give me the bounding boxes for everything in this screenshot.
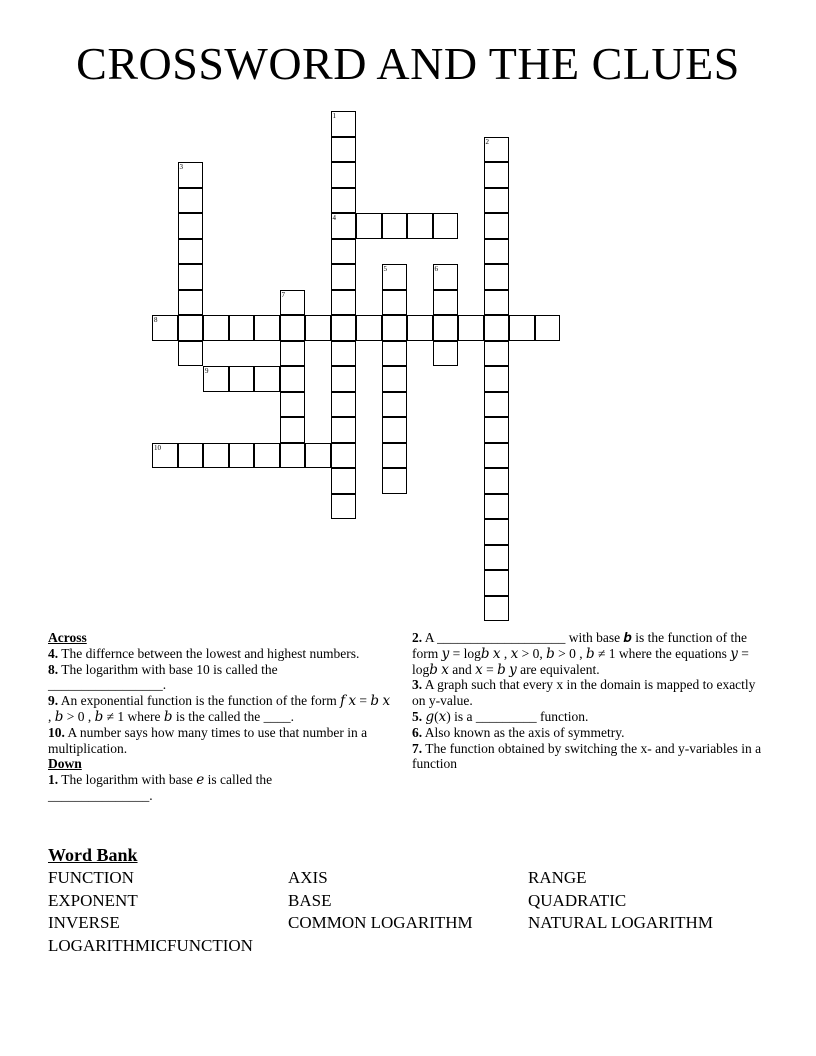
clue-number: 2 [485, 137, 489, 146]
clue-across-4: 4. The differnce between the lowest and highest numbers. [48, 645, 360, 661]
crossword-cell[interactable] [331, 417, 357, 443]
crossword-cell[interactable] [254, 443, 280, 469]
word-bank-heading: Word Bank [48, 845, 138, 865]
crossword-cell[interactable] [484, 570, 510, 596]
crossword-cell[interactable] [382, 417, 408, 443]
crossword-cell[interactable] [509, 315, 535, 341]
crossword-cell[interactable] [305, 315, 331, 341]
clue-down-6: 6. Also known as the axis of symmetry. [412, 724, 625, 740]
crossword-cell[interactable] [331, 494, 357, 520]
word-bank-item: BASE [288, 890, 332, 910]
crossword-cell[interactable] [280, 315, 306, 341]
crossword-cell[interactable] [382, 213, 408, 239]
word-bank-item: INVERSE [48, 913, 120, 932]
crossword-cell[interactable] [484, 417, 510, 443]
clue-down-3: 3. A graph such that every x in the domain is mapped to exactly on y-value. [412, 677, 756, 709]
crossword-cell[interactable] [331, 443, 357, 469]
crossword-cell[interactable] [356, 315, 382, 341]
word-bank-item: AXIS [288, 868, 328, 887]
crossword-cell[interactable] [484, 545, 510, 571]
crossword-cell[interactable] [178, 315, 204, 341]
clue-across-8: 8. The logarithm with base 10 is called the _________________. [48, 661, 278, 693]
across-heading: Across [48, 630, 87, 645]
crossword-cell[interactable] [433, 213, 459, 239]
crossword-cell[interactable] [331, 315, 357, 341]
crossword-cell[interactable] [331, 162, 357, 188]
crossword-cell[interactable] [484, 239, 510, 265]
clue-down-5: 5. 𝑔(𝑥) is a _________ function. [412, 708, 589, 724]
clue-across-9: 9. An exponential function is the function of the form 𝑓 𝑥 = 𝑏 𝑥 , 𝑏 > 0 , 𝑏 ≠ 1 where 𝑏 is the called the ____. [48, 693, 391, 724]
crossword-cell[interactable] [178, 341, 204, 367]
crossword-cell[interactable] [280, 366, 306, 392]
crossword-cell[interactable] [331, 341, 357, 367]
clue-number: 3 [179, 163, 183, 171]
word-bank [48, 867, 788, 957]
word-bank-item: LOGARITHMICFUNCTION [48, 935, 253, 955]
word-bank-item: RANGE [528, 868, 587, 887]
clue-number: 6 [434, 265, 438, 273]
clue-number: 7 [281, 290, 285, 299]
crossword-cell[interactable] [484, 213, 510, 239]
crossword-cell[interactable] [203, 443, 229, 469]
word-bank-item: QUADRATIC [528, 890, 627, 910]
crossword-cell[interactable] [331, 137, 357, 163]
crossword-cell[interactable] [484, 366, 510, 392]
crossword-cell[interactable] [280, 443, 306, 469]
crossword-cell[interactable] [458, 315, 484, 341]
crossword-cell[interactable] [484, 315, 510, 341]
crossword-cell[interactable] [484, 290, 510, 316]
word-bank-item: EXPONENT [48, 890, 138, 910]
crossword-cell[interactable] [331, 366, 357, 392]
crossword-cell[interactable] [484, 264, 510, 290]
crossword-cell[interactable] [178, 213, 204, 239]
crossword-cell[interactable] [433, 315, 459, 341]
crossword-cell[interactable] [407, 213, 433, 239]
crossword-cell[interactable] [254, 315, 280, 341]
crossword-cell[interactable] [484, 443, 510, 469]
crossword-cell[interactable] [484, 596, 510, 622]
crossword-cell[interactable] [382, 290, 408, 316]
crossword-cell[interactable] [254, 366, 280, 392]
crossword-cell[interactable] [433, 341, 459, 367]
clue-number: 10 [154, 443, 161, 452]
down-heading: Down [48, 756, 82, 772]
word-bank-item: COMMON LOGARITHM [288, 913, 473, 932]
crossword-cell[interactable] [178, 239, 204, 265]
crossword-cell[interactable] [331, 239, 357, 265]
crossword-cell[interactable] [280, 341, 306, 367]
crossword-cell[interactable] [229, 443, 255, 469]
word-bank-item: FUNCTION [48, 868, 134, 887]
crossword-cell[interactable] [382, 341, 408, 367]
crossword-cell[interactable] [178, 188, 204, 214]
clue-down-2: 2. A ___________________ with base 𝒃 is the function of the form 𝑦 = log𝑏 𝑥 , 𝑥 > 0, 𝑏 > 0 , 𝑏 ≠ 1 where the equations 𝑦 = log𝑏 𝑥 and 𝑥 = 𝑏 𝑦 are equivalent. [412, 630, 749, 677]
crossword-cell[interactable] [535, 315, 561, 341]
clue-down-1: 1. The logarithm with base 𝑒 is called the _______________. [48, 772, 273, 803]
page-title: CROSSWORD AND THE CLUES [76, 38, 740, 89]
crossword-cell[interactable] [433, 290, 459, 316]
crossword-cell[interactable] [229, 366, 255, 392]
crossword-cell[interactable] [484, 341, 510, 367]
crossword-cell[interactable] [331, 392, 357, 418]
crossword-cell[interactable] [382, 468, 408, 494]
clue-number: 5 [383, 265, 387, 273]
crossword-cell[interactable] [229, 315, 255, 341]
crossword-cell[interactable] [178, 443, 204, 469]
crossword-cell[interactable] [484, 494, 510, 520]
word-bank-item: NATURAL LOGARITHM [528, 913, 713, 932]
crossword-cell[interactable] [356, 213, 382, 239]
crossword-cell[interactable] [331, 264, 357, 290]
crossword-cell[interactable] [382, 315, 408, 341]
crossword-cell[interactable] [484, 188, 510, 214]
crossword-cell[interactable] [203, 315, 229, 341]
clues-right-column [412, 630, 762, 772]
clues-left-column [48, 630, 396, 804]
clue-number: 8 [154, 316, 158, 324]
clue-number: 4 [332, 214, 336, 222]
crossword-cell[interactable] [331, 468, 357, 494]
crossword-cell[interactable] [305, 443, 331, 469]
crossword-cell[interactable] [178, 264, 204, 290]
clue-number: 9 [205, 367, 209, 375]
crossword-cell[interactable] [407, 315, 433, 341]
clue-down-7: 7. The function obtained by switching the x- and y-variables in a function [412, 740, 762, 772]
crossword-cell[interactable] [280, 417, 306, 443]
crossword-cell[interactable] [382, 443, 408, 469]
crossword-cell[interactable] [484, 392, 510, 418]
crossword-cell[interactable] [382, 366, 408, 392]
crossword-cell[interactable] [484, 468, 510, 494]
crossword-cell[interactable] [382, 392, 408, 418]
crossword-cell[interactable] [331, 290, 357, 316]
clue-across-10: 10. A number says how many times to use that number in a multiplication. [48, 724, 368, 756]
crossword-cell[interactable] [178, 290, 204, 316]
clue-number: 1 [332, 112, 336, 120]
crossword-cell[interactable] [484, 519, 510, 545]
crossword-cell[interactable] [280, 392, 306, 418]
crossword-cell[interactable] [331, 188, 357, 214]
crossword-cell[interactable] [484, 162, 510, 188]
